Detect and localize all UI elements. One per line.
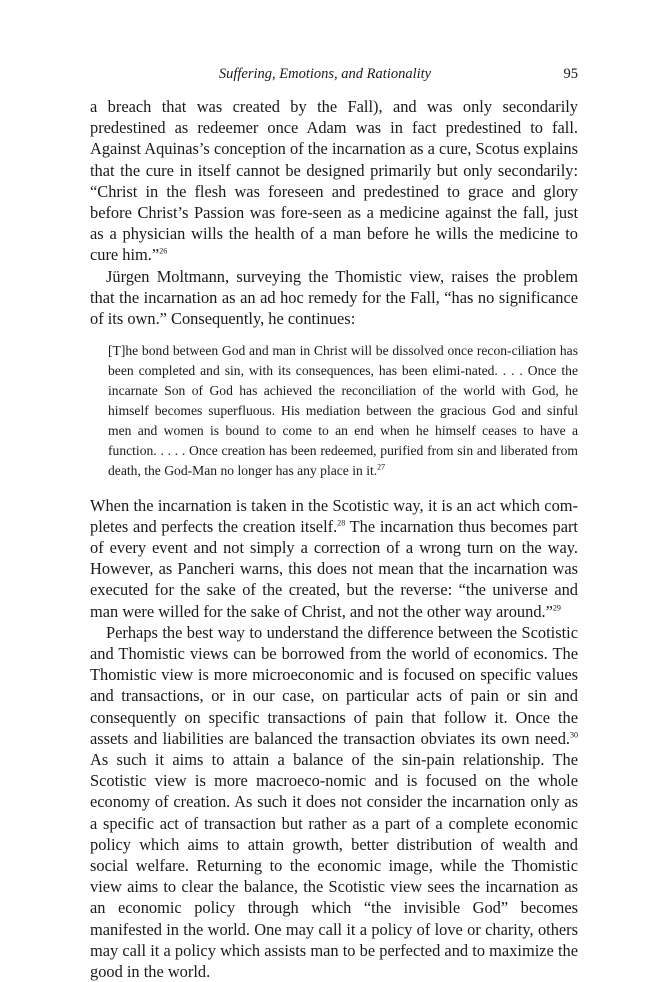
footnote-ref-28: 28 bbox=[337, 518, 346, 528]
paragraph-4 bbox=[90, 622, 578, 982]
paragraph-4-text-a: Perhaps the best way to understand the difference between the Scotistic and Thomistic views can be borrowed from the world of economics. The Thomistic view is more microeconomic and is focused on specific values and transactions, or in our case, on particular acts of pain or sin and consequently on specific transactions of pain that follow it. Once the assets and liabilities are balanced the transaction obviates its own need. bbox=[90, 622, 578, 748]
footnote-ref-30: 30 bbox=[570, 730, 578, 740]
block-quote-text: [T]he bond between God and man in Christ will be dissolved once recon-ciliation has been completed and sin, with its consequences, has been elimi-nated. . . . Once the incarnate Son of God has achieved the reconciliation of the world with God, he himself becomes superfluous. His mediation between the gracious God and sinful men and women is bound to come to an end when he himself ceases to have a function. . . . . Once creation has been redeemed, purified from sin and liberated from death, the God-Man no longer has any place in it. bbox=[108, 343, 578, 478]
body-text bbox=[90, 96, 578, 982]
paragraph-3-text-b: The incarnation thus becomes part of every event and not simply a correction of a wrong turn on the way. However, as Pancheri warns, this does not mean that the incarnation was executed for the sake of the created, but the reverse: “the universe and man were willed for the sake of Christ, and not the other way around.” bbox=[90, 516, 578, 621]
footnote-ref-29: 29 bbox=[552, 603, 561, 613]
footnote-ref-27: 27 bbox=[377, 462, 386, 472]
paragraph-2 bbox=[90, 266, 578, 330]
paragraph-1 bbox=[90, 96, 578, 266]
footnote-ref-26: 26 bbox=[159, 246, 168, 256]
paragraph-1-text: a breach that was created by the Fall), and was only secondarily predestined as redeemer once Adam was in fact predestined to fall. Against Aquinas’s conception of the incarnation as a cure, Scotus explains that the cure in itself cannot be designed primarily but only secondarily: “Christ in the flesh was foreseen and predestined to grace and glory before Christ’s Passion was fore-seen as a medicine against the fall, just as a physician wills the health of a man before he wills the medicine to cure him.” bbox=[90, 97, 578, 265]
paragraph-3 bbox=[90, 495, 578, 622]
paragraph-3-text-a: When the incarnation is taken in the Scotistic way, it is an act which com-pletes and perfects the creation itself. bbox=[90, 495, 578, 536]
running-head bbox=[0, 66, 650, 86]
paragraph-2-text: Jürgen Moltmann, surveying the Thomistic view, raises the problem that the incarnation as an ad hoc remedy for the Fall, “has no significance of its own.” Consequently, he continues: bbox=[90, 266, 578, 329]
paragraph-4-text-b: As such it aims to attain a balance of the sin-pain relationship. The Scotistic view is more macroeco-nomic and is focused on the whole economy of creation. As such it does not consider the incarnation only as a specific act of transaction but rather as a part of a complete economic policy which aims to attain growth, better distribution of wealth and social welfare. Returning to the economic image, while the Thomistic view aims to clear the balance, the Scotistic view sees the incarnation as an economic policy through which “the invisible God” becomes manifested in the world. One may call it a policy of love or charity, others may call it a policy which assists man to be perfected and to maximize the good in the world. bbox=[90, 750, 578, 982]
running-title: Suffering, Emotions, and Rationality bbox=[218, 66, 432, 82]
page-number: 95 bbox=[563, 66, 578, 82]
block-quote bbox=[108, 341, 578, 480]
